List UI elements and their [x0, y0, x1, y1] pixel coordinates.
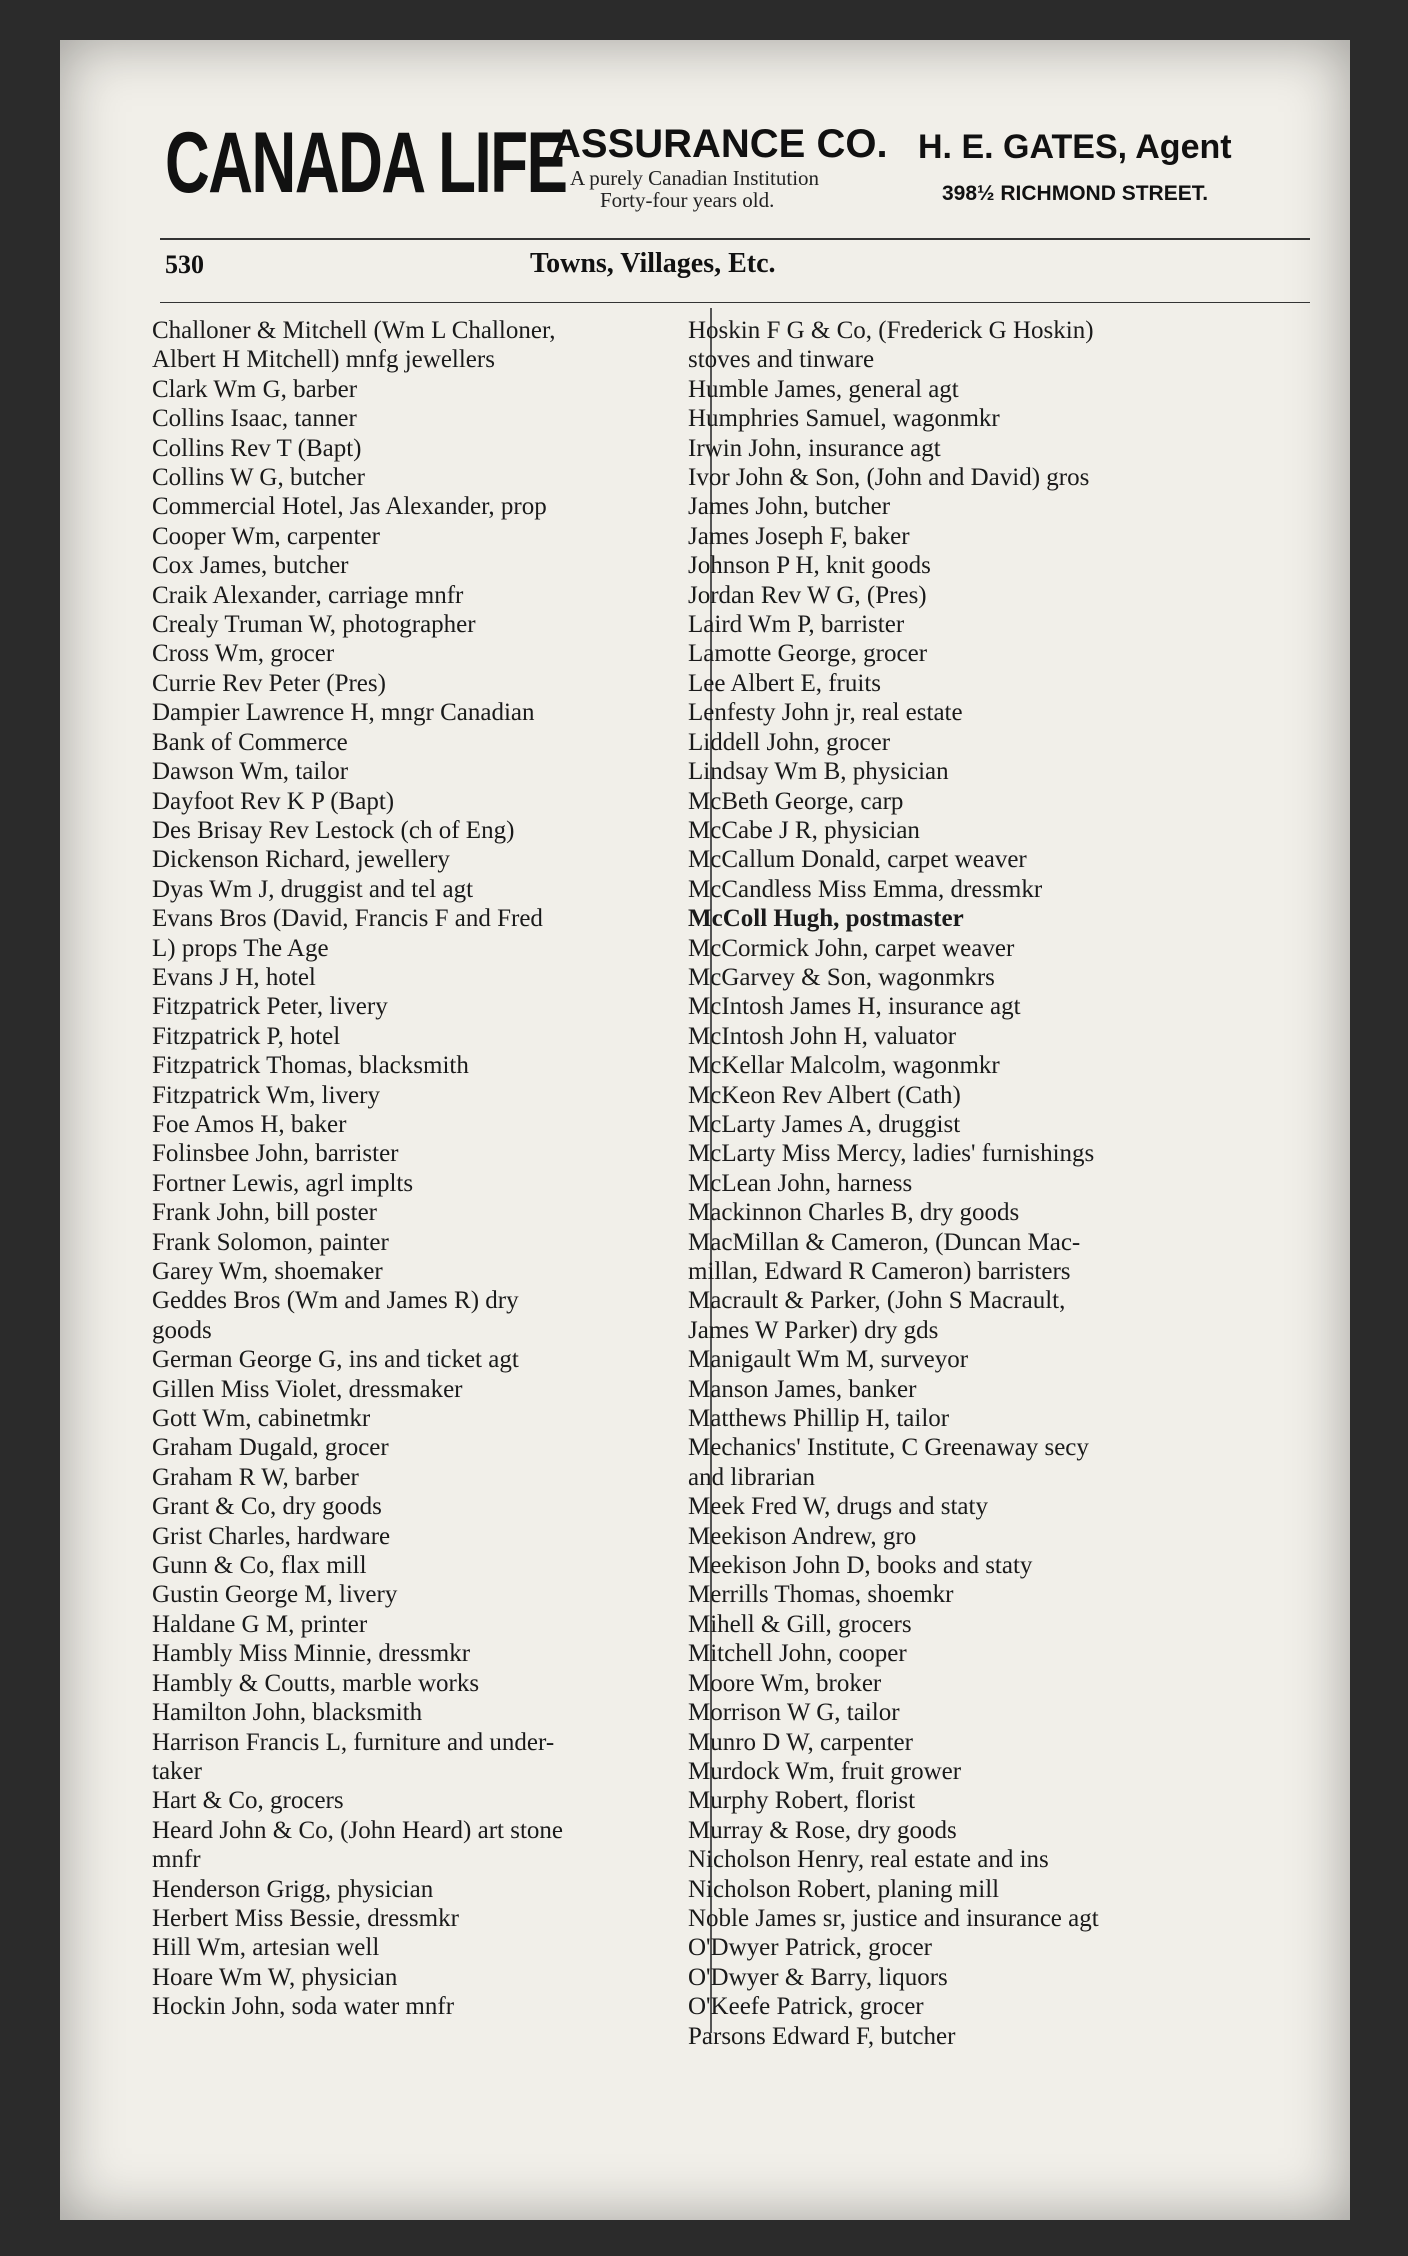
directory-entry: Fortner Lewis, agrl implts [152, 1169, 414, 1197]
directory-entry: Manson James, banker [688, 1375, 917, 1403]
page-number: 530 [165, 250, 204, 279]
directory-entry: Folinsbee John, barrister [152, 1140, 399, 1168]
directory-entry: Dawson Wm, tailor [152, 758, 349, 786]
directory-entry: Murphy Robert, florist [688, 1787, 916, 1815]
directory-entry: Crealy Truman W, photographer [152, 611, 476, 639]
directory-entry: Dayfoot Rev K P (Bapt) [152, 787, 395, 815]
directory-entry: Graham R W, barber [152, 1463, 359, 1491]
directory-entry: Heard John & Co, (John Heard) art stone [152, 1816, 564, 1844]
directory-entry: Evans J H, hotel [152, 963, 316, 991]
directory-entry: Fitzpatrick Thomas, blacksmith [152, 1052, 469, 1080]
directory-entry: Lee Albert E, fruits [688, 669, 881, 697]
directory-entry: Herbert Miss Bessie, dressmkr [152, 1904, 459, 1932]
directory-entry: McLarty James A, druggist [688, 1110, 961, 1138]
directory-entry: McKeon Rev Albert (Cath) [688, 1081, 961, 1109]
directory-entry: Cox James, butcher [152, 552, 349, 580]
directory-entry: Collins Rev T (Bapt) [152, 434, 362, 462]
brand-name: CANADA LIFE [165, 115, 567, 211]
directory-entry: Hamilton John, blacksmith [152, 1699, 423, 1727]
directory-entry: McLean John, harness [688, 1169, 913, 1197]
header-rule [160, 238, 1310, 240]
directory-entry: L) props The Age [152, 934, 329, 962]
directory-entry: mnfr [152, 1846, 201, 1874]
directory-entry: Nicholson Robert, planing mill [688, 1875, 1000, 1903]
directory-entry: Meekison John D, books and staty [688, 1552, 1033, 1580]
directory-entry: James John, butcher [688, 493, 891, 521]
directory-entry: Dyas Wm J, druggist and tel agt [152, 875, 474, 903]
directory-entry: taker [152, 1757, 202, 1785]
directory-entry: Gott Wm, cabinetmkr [152, 1405, 371, 1433]
directory-entry: Henderson Grigg, physician [152, 1875, 434, 1903]
directory-entry: Grant & Co, dry goods [152, 1493, 382, 1521]
directory-entry: Irwin John, insurance agt [688, 434, 941, 462]
tagline-line-2: Forty-four years old. [600, 188, 775, 212]
directory-entry: James W Parker) dry gds [688, 1316, 939, 1344]
directory-entry: Mackinnon Charles B, dry goods [688, 1199, 1020, 1227]
directory-entry: O'Dwyer & Barry, liquors [688, 1963, 948, 1991]
directory-entry: Johnson P H, knit goods [688, 552, 931, 580]
title-rule [160, 302, 1310, 303]
directory-entry: Collins W G, butcher [152, 464, 365, 492]
directory-entry: millan, Edward R Cameron) barristers [688, 1258, 1071, 1285]
directory-entry: Lenfesty John jr, real estate [688, 699, 963, 727]
directory-entry: McCormick John, carpet weaver [688, 934, 1015, 962]
directory-entry: Meekison Andrew, gro [688, 1522, 917, 1550]
directory-entry: James Joseph F, baker [688, 522, 910, 550]
section-title: Towns, Villages, Etc. [530, 248, 776, 279]
directory-entry: Humphries Samuel, wagonmkr [688, 405, 1000, 433]
directory-entry: Lindsay Wm B, physician [688, 758, 949, 786]
directory-entry: Bank of Commerce [152, 728, 348, 756]
directory-entry: Frank John, bill poster [152, 1199, 377, 1227]
right-column [688, 316, 1308, 2051]
directory-entry: MacMillan & Cameron, (Duncan Mac- [688, 1228, 1081, 1256]
directory-entry: Currie Rev Peter (Pres) [152, 669, 386, 697]
directory-entry: Albert H Mitchell) mnfg jewellers [152, 346, 495, 374]
directory-entry: Liddell John, grocer [688, 728, 891, 756]
directory-entry: Lamotte George, grocer [688, 640, 928, 668]
directory-entry: Manigault Wm M, surveyor [688, 1346, 969, 1374]
tagline-line-1: A purely Canadian Institution [570, 166, 820, 190]
directory-entry: Moore Wm, broker [688, 1669, 882, 1697]
directory-entry: Humble James, general agt [688, 375, 959, 403]
directory-entry: Challoner & Mitchell (Wm L Challoner, [152, 317, 556, 344]
directory-entry: Cross Wm, grocer [152, 640, 335, 668]
directory-entry: McCandless Miss Emma, dressmkr [688, 875, 1043, 903]
directory-entry: stoves and tinware [688, 346, 875, 374]
directory-entry: Gunn & Co, flax mill [152, 1552, 367, 1580]
directory-entry: Noble James sr, justice and insurance agt [688, 1904, 1099, 1932]
directory-entry: Dampier Lawrence H, mngr Canadian [152, 699, 535, 727]
canada-life-advertisement [60, 40, 1350, 220]
directory-entry: Hill Wm, artesian well [152, 1934, 380, 1962]
directory-entry: Hoare Wm W, physician [152, 1963, 398, 1991]
directory-entry: Clark Wm G, barber [152, 375, 358, 403]
directory-entry: McIntosh John H, valuator [688, 1022, 957, 1050]
company-name: ASSURANCE CO. [552, 122, 888, 166]
directory-entry: Hambly Miss Minnie, dressmkr [152, 1640, 471, 1668]
directory-entry: McColl Hugh, postmaster [688, 905, 964, 933]
agent-name: H. E. GATES, Agent [918, 128, 1232, 166]
directory-entry: Hambly & Coutts, marble works [152, 1669, 480, 1697]
directory-entry: Frank Solomon, painter [152, 1228, 389, 1256]
directory-entry: O'Keefe Patrick, grocer [688, 1993, 924, 2021]
directory-entry: Foe Amos H, baker [152, 1110, 347, 1138]
directory-entry: Haldane G M, printer [152, 1610, 368, 1638]
directory-entry: Murdock Wm, fruit grower [688, 1757, 962, 1785]
directory-entry: Mechanics' Institute, C Greenaway secy [688, 1434, 1089, 1462]
directory-entry: McKellar Malcolm, wagonmkr [688, 1052, 1000, 1080]
directory-entry: Geddes Bros (Wm and James R) dry [152, 1287, 519, 1315]
directory-entry: McIntosh James H, insurance agt [688, 993, 1021, 1021]
directory-entry: McCabe J R, physician [688, 816, 920, 844]
directory-entry: Murray & Rose, dry goods [688, 1816, 957, 1844]
directory-entry: Parsons Edward F, butcher [688, 2022, 956, 2050]
directory-entry: Hart & Co, grocers [152, 1787, 344, 1815]
directory-entry: McLarty Miss Mercy, ladies' furnishings [688, 1140, 1095, 1168]
directory-entry: Harrison Francis L, furniture and under- [152, 1728, 555, 1756]
directory-entry: Matthews Phillip H, tailor [688, 1405, 950, 1433]
directory-entry: Graham Dugald, grocer [152, 1434, 389, 1462]
directory-entry: German George G, ins and ticket agt [152, 1346, 519, 1374]
directory-entry: Munro D W, carpenter [688, 1728, 913, 1756]
directory-entry: Meek Fred W, drugs and staty [688, 1493, 988, 1521]
directory-entry: O'Dwyer Patrick, grocer [688, 1934, 932, 1962]
directory-page [60, 40, 1350, 2220]
directory-entry: Grist Charles, hardware [152, 1522, 391, 1550]
directory-entry: Merrills Thomas, shoemkr [688, 1581, 954, 1609]
directory-entry: Morrison W G, tailor [688, 1699, 900, 1727]
directory-entry: Nicholson Henry, real estate and ins [688, 1846, 1049, 1874]
directory-entry: Mitchell John, cooper [688, 1640, 907, 1668]
directory-entry: Fitzpatrick Peter, livery [152, 993, 388, 1021]
directory-entry: Craik Alexander, carriage mnfr [152, 581, 464, 609]
directory-entry: and librarian [688, 1463, 816, 1491]
directory-entry: Garey Wm, shoemaker [152, 1258, 383, 1285]
left-column [152, 316, 697, 2022]
directory-entry: goods [152, 1316, 212, 1344]
directory-entry: Ivor John & Son, (John and David) gros [688, 464, 1090, 492]
directory-entry: Jordan Rev W G, (Pres) [688, 581, 927, 609]
directory-entry: Collins Isaac, tanner [152, 405, 357, 433]
directory-entry: Evans Bros (David, Francis F and Fred [152, 905, 543, 933]
directory-entry: Fitzpatrick P, hotel [152, 1022, 341, 1050]
directory-entry: Laird Wm P, barrister [688, 611, 905, 639]
directory-entry: Hockin John, soda water mnfr [152, 1993, 455, 2021]
directory-entry: Hoskin F G & Co, (Frederick G Hoskin) [688, 317, 1094, 344]
agent-address: 398½ RICHMOND STREET. [942, 182, 1209, 205]
directory-entry: Fitzpatrick Wm, livery [152, 1081, 380, 1109]
directory-entry: Dickenson Richard, jewellery [152, 846, 450, 874]
directory-entry: Macrault & Parker, (John S Macrault, [688, 1287, 1066, 1315]
directory-entry: Gillen Miss Violet, dressmaker [152, 1375, 463, 1403]
directory-entry: Des Brisay Rev Lestock (ch of Eng) [152, 816, 515, 844]
directory-entry: Gustin George M, livery [152, 1581, 398, 1609]
directory-entry: McCallum Donald, carpet weaver [688, 846, 1027, 874]
directory-entry: Cooper Wm, carpenter [152, 522, 380, 550]
directory-entry: McBeth George, carp [688, 787, 904, 815]
directory-entry: Commercial Hotel, Jas Alexander, prop [152, 493, 547, 521]
directory-entry: Mihell & Gill, grocers [688, 1610, 912, 1638]
directory-entry: McGarvey & Son, wagonmkrs [688, 963, 995, 991]
